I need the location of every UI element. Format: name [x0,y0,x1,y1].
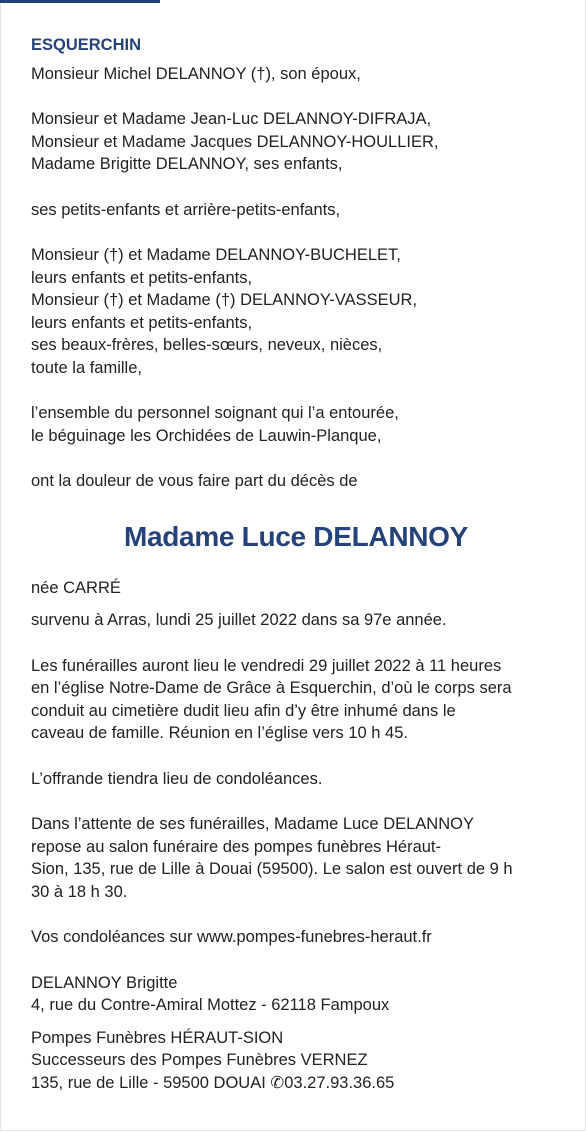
contact-line: DELANNOY Brigitte [31,973,178,992]
top-accent-bar [0,0,160,3]
funeral-home-line: 135, rue de Lille - 59500 DOUAI ✆03.27.93.36.65 [31,1073,395,1092]
staff-line: l’ensemble du personnel soignant qui l’a entourée, [31,404,399,422]
family-line: leurs enfants et petits-enfants, [31,268,253,287]
rest-block [31,813,561,903]
children-line: Monsieur et Madame Jacques DELANNOY-HOULLIER, [31,132,439,151]
obituary-notice [31,34,561,1094]
family-line: leurs enfants et petits-enfants, [31,313,253,332]
spouse-line [31,63,561,86]
rest-line: repose au salon funéraire des pompes funèbres Héraut- [31,837,441,856]
children-block [31,108,561,176]
rest-line: 30 à 18 h 30. [31,882,128,901]
children-line: Monsieur et Madame Jean-Luc DELANNOY-DIFRAJA, [31,110,432,128]
family-line: toute la famille, [31,358,142,377]
maiden-name-block [31,577,561,600]
grandchildren-block [31,199,561,222]
maiden-name: née CARRÉ [31,578,121,597]
condolences-line: Vos condoléances sur www.pompes-funebres-heraut.fr [31,928,432,946]
funeral-line: caveau de famille. Réunion en l’église vers 10 h 45. [31,724,408,742]
offering-line: L’offrande tiendra lieu de condoléances. [31,769,323,788]
children-line: Madame Brigitte DELANNOY, ses enfants, [31,155,343,173]
grandchildren-line: ses petits-enfants et arrière-petits-enfants, [31,200,341,219]
staff-line: le béguinage les Orchidées de Lauwin-Planque, [31,426,382,445]
offering-block [31,768,561,791]
funeral-line: conduit au cimetière dudit lieu afin d’y être inhumé dans le [31,701,456,720]
death-info: survenu à Arras, lundi 25 juillet 2022 dans sa 97e année. [31,611,447,629]
contact-block [31,972,561,1017]
announcement-line: ont la douleur de vous faire part du décès de [31,472,358,490]
rest-line: Dans l’attente de ses funérailles, Madame Luce DELANNOY [31,815,474,833]
funeral-home-line: Pompes Funèbres HÉRAUT-SION [31,1028,284,1047]
funeral-home-line: Successeurs des Pompes Funèbres VERNEZ [31,1051,368,1069]
death-info-block [31,609,561,632]
family-block [31,244,561,379]
town-heading: ESQUERCHIN [31,36,142,54]
family-line: ses beaux-frères, belles-sœurs, neveux, nièces, [31,336,383,354]
deceased-name: Madame Luce DELANNOY [123,520,469,552]
funeral-block [31,655,561,745]
rest-line: Sion, 135, rue de Lille à Douai (59500). Le salon est ouvert de 9 h [31,860,513,878]
condolences-block [31,926,561,949]
funeral-line: en l’église Notre-Dame de Grâce à Esquerchin, d’où le corps sera [31,679,512,697]
funeral-line: Les funérailles auront lieu le vendredi 29 juillet 2022 à 11 heures [31,656,502,675]
family-line: Monsieur (†) et Madame DELANNOY-BUCHELET, [31,246,401,264]
announcement-block [31,470,561,493]
family-line: Monsieur (†) et Madame (†) DELANNOY-VASSEUR, [31,291,418,309]
staff-block [31,402,561,447]
contact-line: 4, rue du Contre-Amiral Mottez - 62118 Fampoux [31,996,390,1014]
funeral-home-block [31,1027,561,1095]
spouse-text: Monsieur Michel DELANNOY (†), son époux, [31,64,361,83]
